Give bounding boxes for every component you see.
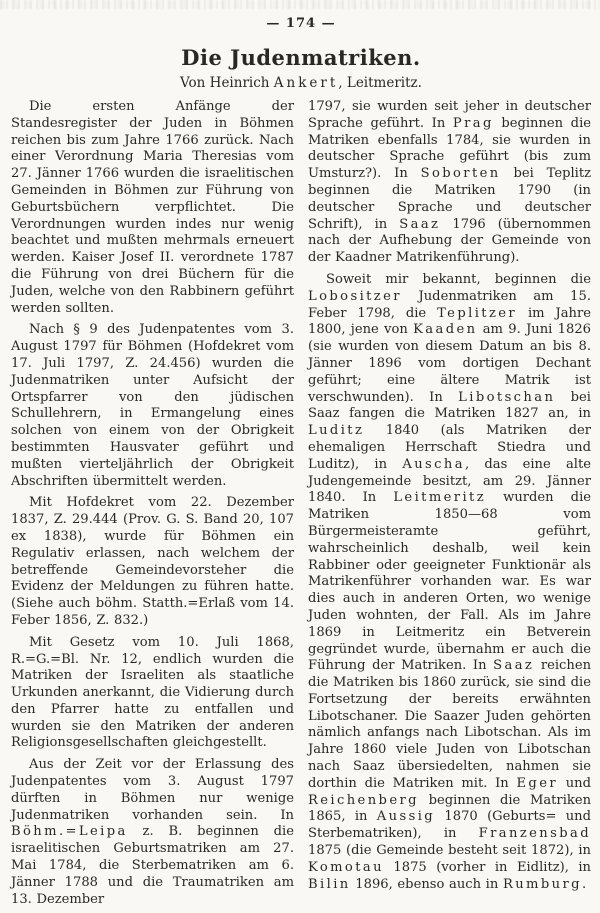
paragraph [308,99,591,267]
text-run: Von Heinrich [180,75,274,91]
text-run: am 9. Juni 1826 (sie wurden von diesem Datum an bis 8. Jänner 1896 vom dortigen Dechant geführt; eine ältere Matrik ist verschwunden). In [308,322,591,405]
text-run: 1797, sie wurden seit jeher in deutscher Sprache geführt. In [308,99,591,131]
left-column [11,99,294,913]
text-run: bei Saaz fangen die Matriken 1827 an, in [308,389,591,422]
text-run: Mit Hofdekret vom 22. Dezember 1837, Z. 29.444 (Prov. G. S. Band 20, 107 ex 1838), wurde für Böhmen ein Regulativ erlassen, nach welchem der betreffende Gemeindevorsteher die Evidenz der Meldungen zu führen hatte. (Siehe auch böhm. Statth.=Erlaß vom 14. Feber 1856, Z. 832.) [11,495,294,628]
spaced-term: Lobositzer [308,288,402,304]
spaced-term: Saaz [493,658,535,674]
spaced-term: Soborten [420,166,501,182]
spaced-term: Franzensbad [478,826,591,842]
spaced-term: Teplitzer [437,305,518,321]
text-run: 1840 (als Matriken der ehemaligen Herrschaft Stiedra und Luditz), in [308,423,591,472]
text-run: Aus der Zeit vor der Erlassung des Judenpatentes vom 3. August 1797 dürften in Böhmen nur wenige Judenmatriken vorhanden sein. In [11,757,294,823]
spaced-term: Saaz [399,216,441,232]
spaced-term: Eger [516,775,559,791]
spaced-term: Rumburg [502,876,582,892]
text-run: 1875 (vorher in Eidlitz), in [383,859,591,875]
text-run: , Leitmeritz. [338,75,422,91]
text-run: Die ersten Anfänge der Standesregister der Juden in Böhmen reichen bis zum Jahre 1766 zurück. Nach einer Verordnung Maria Theresias vom 27. Jänner 1766 wurden die israelitischen Gemeinden in Böhmen zur Führung von Geburtsbüchern verpflichtet. Die Verordnungen wurden indes nur wenig beachtet und mußten mehrmals erneuert werden. Kaiser Josef II. verordnete 1787 die Führung von drei Büchern für die Juden, welche von den Rabbinern geführt werden sollten. [11,99,294,316]
spaced-term: Auscha [402,456,465,472]
page-number: — 174 — [266,16,336,31]
paragraph [11,635,294,753]
text-run: beginnen die Matriken ebenfalls 1784, sie wurden in deutscher Sprache geführt (bis zum Umsturz?). In [308,115,591,182]
text-run: beginnen die Matriken 1865, in [308,792,591,825]
paragraph [308,272,591,893]
text-run: , das eine alte Judengemeinde besitzt, am 29. Jänner 1840. In [308,456,592,506]
text-run: und [558,775,591,791]
text-run: z. B. beginnen die israelitischen Geburtsmatriken am 27. Mai 1784, die Sterbematriken am 6. Jänner 1788 und die Traumatriken am 13. Dezember [11,824,294,907]
text-run: bei Teplitz beginnen die Matriken 1790 (in deutscher Sprache und deutscher Schrift), in [308,166,591,232]
text-run: Mit Gesetz vom 10. Juli 1868, R.=G.=Bl. Nr. 12, endlich wurden die Matriken der Israeliten als staatliche Urkunden anerkannt, die Vidierung durch den Pfarrer hatte zu entfallen und wurden sie den Matriken der anderen Religionsgesellschaften gleichgestellt. [11,634,294,751]
right-column [308,99,591,913]
spaced-term: Libotschan [458,389,556,405]
text-run: Judenmatriken am 15. Feber 1798, die [308,288,591,321]
text-run: . [581,876,587,892]
spaced-term: Komotau [308,859,384,875]
spaced-term: Bilin [308,876,351,892]
paragraph [11,495,294,629]
paragraph [11,757,294,908]
text-run: 1796 (übernommen nach der Aufhebung der Gemeinde von der Kaadner Matrikenführung). [308,216,591,266]
spaced-term: Prag [452,115,494,131]
spaced-term: Luditz [308,423,365,439]
spaced-term: Aussig [376,809,436,825]
spaced-term: Böhm.=Leipa [11,824,128,840]
text-run: wurden die Matriken 1850—68 vom Bürgermeisteramte geführt, wahrscheinlich deshalb, weil kein Rabbiner oder geeigneter Funktionär als Matrikenführer vorhanden war. Es war dies auch in anderen Orten, wo wenige Juden wohnten, der Fall. Als im Jahre 1869 in Leitmeritz ein Betverein gegründet wurde, übernahm er auch die Führung der Matriken. In [308,490,592,674]
text-run: im Jahre 1800, jene von [308,305,591,338]
spaced-term: Ankert [273,75,339,91]
paragraph [11,99,294,317]
text-run: 1870 (Geburts= und Sterbematriken), in [308,809,591,842]
paragraph [11,322,294,490]
text-columns [11,99,591,913]
spaced-term: Reichenberg [308,792,419,808]
text-run: Soweit mir bekannt, beginnen die [326,271,591,287]
article-title: Die Judenmatriken. [181,45,421,70]
text-run: reichen die Matriken bis 1860 zurück, sie sind die Fortsetzung der bereits erwähnten Libotschaner. Die Saazer Juden gehörten nämlich anfangs nach Libotschan. Als im Jahre 1860 viele Juden von Libotschan nach Saaz übersiedelten, nahmen sie dorthin die Matriken mit. In [308,658,591,791]
spaced-term: Kaaden [413,322,478,338]
text-run: Nach § 9 des Judenpatentes vom 3. August 1797 für Böhmen (Hofdekret vom 17. Juli 1797, Z. 24.456) wurden die Judenmatriken unter Aufsicht der Ortspfarrer von den jüdischen Schullehrern, in Ermangelung eines solchen von einem von der Obrigkeit bestimmten Hausvater geführt und mußten vierteljährlich der Obrigkeit Abschriften übermittelt werden. [11,322,294,489]
text-run: 1896, ebenso auch in [350,876,503,892]
spaced-term: Leitmeritz [393,490,486,506]
text-run: 1875 (die Gemeinde besteht seit 1872), in [308,843,591,859]
article-byline [11,75,591,91]
